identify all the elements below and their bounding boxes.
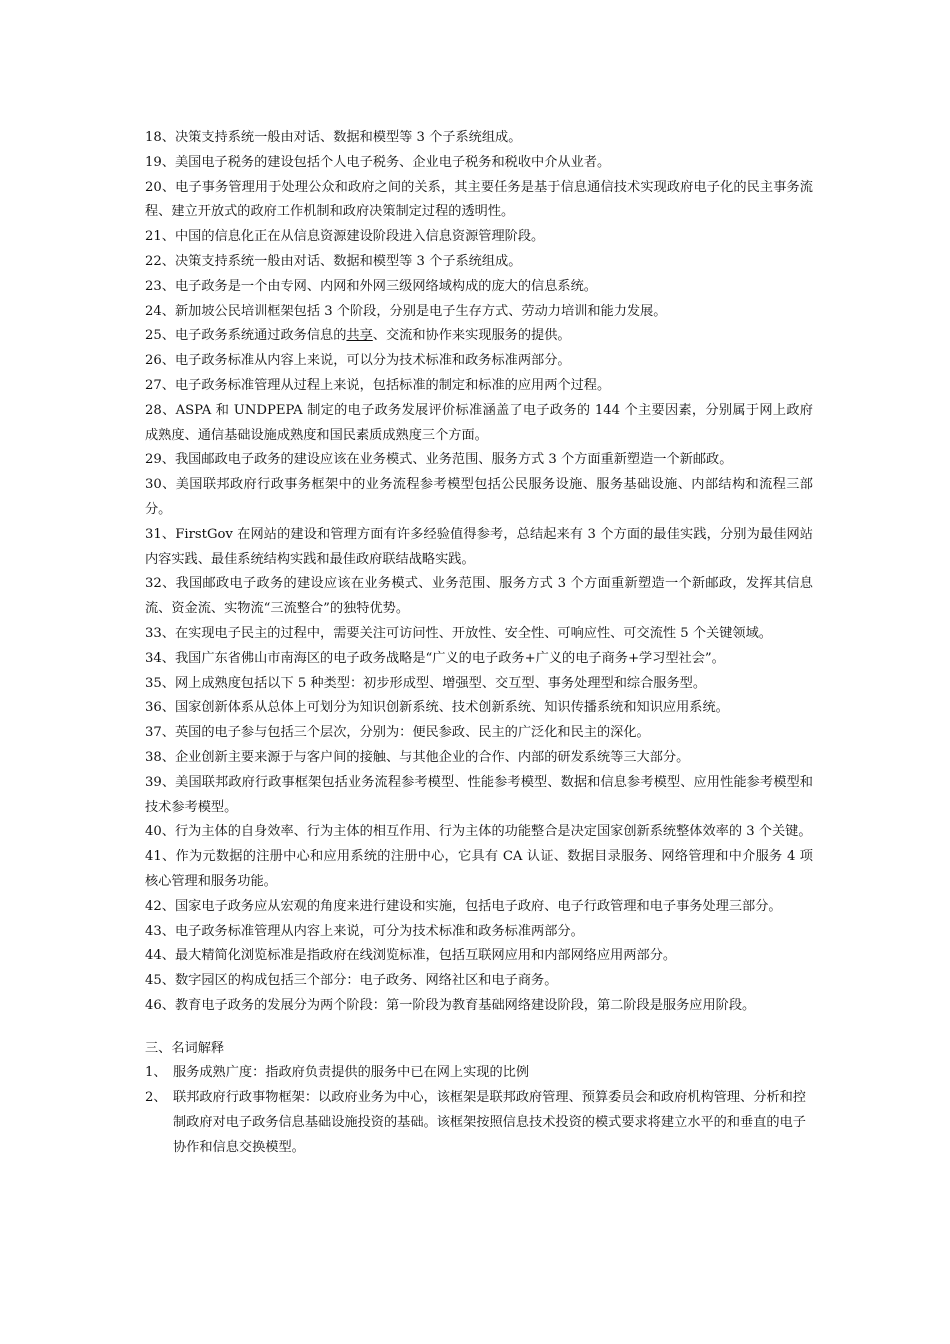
list-item: 27、电子政务标准管理从过程上来说，包括标准的制定和标准的应用两个过程。: [145, 377, 611, 393]
definition-number: 2、: [145, 1090, 167, 1106]
list-item: 24、新加坡公民培训框架包括 3 个阶段，分别是电子生存方式、劳动力培训和能力发展。: [145, 303, 667, 319]
list-item: 42、国家电子政务应从宏观的角度来进行建设和实施，包括电子政府、电子行政管理和电子事务处理三部分。: [145, 898, 782, 914]
list-item: 46、教育电子政务的发展分为两个阶段：第一阶段为教育基础网络建设阶段，第二阶段是服务应用阶段。: [145, 997, 756, 1013]
list-item: 41、作为元数据的注册中心和应用系统的注册中心，它具有 CA 认证、数据目录服务、网络管理和中介服务 4 项核心管理和服务功能。: [145, 849, 813, 889]
list-item: 21、中国的信息化正在从信息资源建设阶段进入信息资源管理阶段。: [145, 229, 545, 245]
list-item: 26、电子政务标准从内容上来说，可以分为技术标准和政务标准两部分。: [145, 353, 571, 369]
definition-number: 1、: [145, 1065, 167, 1081]
list-item: 20、电子事务管理用于处理公众和政府之间的关系，其主要任务是基于信息通信技术实现政府电子化的民主事务流程、建立开放式的政府工作机制和政府决策制定过程的透明性。: [145, 179, 813, 220]
list-item: 32、我国邮政电子政务的建设应该在业务模式、业务范围、服务方式 3 个方面重新塑造一个新邮政，发挥其信息流、资金流、实物流“三流整合”的独特优势。: [145, 576, 813, 617]
list-item: 22、决策支持系统一般由对话、数据和模型等 3 个子系统组成。: [145, 253, 522, 269]
list-item: 43、电子政务标准管理从内容上来说，可分为技术标准和政务标准两部分。: [145, 923, 584, 939]
list-item: 30、美国联邦政府行政事务框架中的业务流程参考模型包括公民服务设施、服务基础设施、内部结构和流程三部分。: [145, 477, 813, 517]
list-item: 40、行为主体的自身效率、行为主体的相互作用、行为主体的功能整合是决定国家创新系统整体效率的 3 个关键。: [145, 824, 812, 840]
list-item: 23、电子政务是一个由专网、内网和外网三级网络域构成的庞大的信息系统。: [145, 278, 597, 294]
fill-in-answers-list: [145, 126, 813, 1019]
section-glossary: [145, 1037, 813, 1161]
list-item: 31、FirstGov 在网站的建设和管理方面有许多经验值得参考，总结起来有 3 个方面的最佳实践，分别为最佳网站内容实践、最佳系统结构实践和最佳政府联结战略实践。: [145, 526, 813, 567]
list-item: 19、美国电子税务的建设包括个人电子税务、企业电子税务和税收中介从业者。: [145, 154, 611, 170]
list-item: 38、企业创新主要来源于与客户间的接触、与其他企业的合作、内部的研发系统等三大部分。: [145, 749, 690, 765]
list-item: 39、美国联邦政府行政事框架包括业务流程参考模型、性能参考模型、数据和信息参考模型、应用性能参考模型和技术参考模型。: [145, 774, 813, 815]
list-item-text-part: 、交流和协作来实现服务的提供。: [372, 328, 571, 344]
section-title: 三、名词解释: [145, 1040, 225, 1056]
list-item: 18、决策支持系统一般由对话、数据和模型等 3 个子系统组成。: [145, 130, 522, 145]
list-item: 37、英国的电子参与包括三个层次，分别为：便民参政、民主的广泛化和民主的深化。: [145, 725, 650, 741]
definition-text: 联邦政府行政事物框架：以政府业务为中心，该框架是联邦政府管理、预算委员会和政府机构管理、分析和控制政府对电子政务信息基础设施投资的基础。该框架按照信息技术投资的模式要求将建立水平的和垂直的电子协作和信息交换模型。: [173, 1090, 806, 1155]
list-item: 35、网上成熟度包括以下 5 种类型：初步形成型、增强型、交互型、事务处理型和综合服务型。: [145, 675, 707, 691]
list-item: 45、数字园区的构成包括三个部分：电子政务、网络社区和电子商务。: [145, 973, 558, 989]
list-item-text-part: 25、电子政务系统通过政务信息的: [145, 328, 347, 344]
list-item: 36、国家创新体系从总体上可划分为知识创新系统、技术创新系统、知识传播系统和知识应用系统。: [145, 700, 729, 716]
definition-item: [145, 1061, 813, 1086]
list-item: 33、在实现电子民主的过程中，需要关注可访问性、开放性、安全性、可响应性、可交流性 5 个关键领域。: [145, 625, 772, 641]
list-item: 28、ASPA 和 UNDPEPA 制定的电子政务发展评价标准涵盖了电子政务的 144 个主要因素，分别属于网上政府成熟度、通信基础设施成熟度和国民素质成熟度三个方面。: [145, 402, 813, 443]
definition-text: 服务成熟广度：指政府负责提供的服务中已在网上实现的比例: [173, 1065, 530, 1081]
list-item: [145, 324, 813, 349]
definition-item: [145, 1086, 813, 1160]
list-item: 29、我国邮政电子政务的建设应该在业务模式、业务范围、服务方式 3 个方面重新塑造一个新邮政。: [145, 452, 733, 468]
underlined-term: 共享: [346, 328, 373, 344]
list-item: 44、最大精简化浏览标准是指政府在线浏览标准，包括互联网应用和内部网络应用两部分。: [145, 948, 677, 964]
list-item: 34、我国广东省佛山市南海区的电子政务战略是“广义的电子政务+广义的电子商务+学习型社会”。: [145, 650, 725, 666]
document-page: [145, 126, 813, 1161]
